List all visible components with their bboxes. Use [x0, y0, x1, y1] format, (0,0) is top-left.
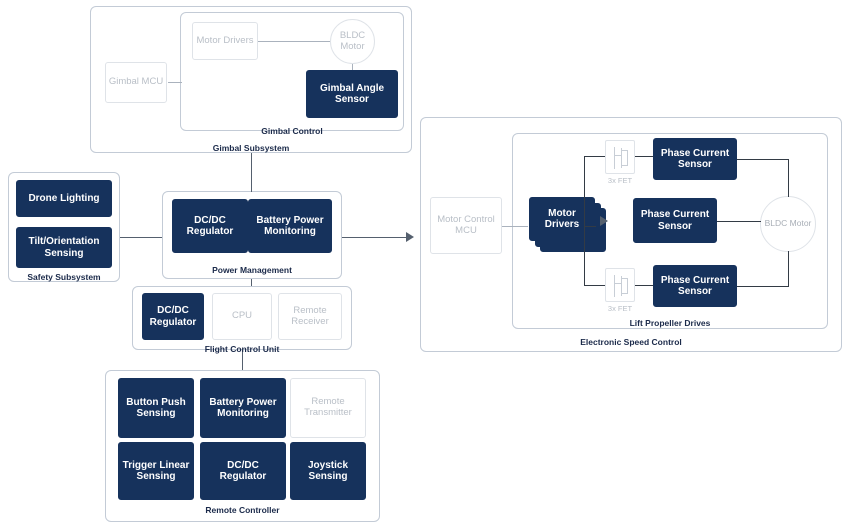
- gimbal-mcu-block: Gimbal MCU: [105, 62, 167, 103]
- motor-control-mcu-block: Motor Control MCU: [430, 197, 502, 254]
- remote-trigger-linear-sensing-block: Trigger Linear Sensing: [118, 442, 194, 500]
- remote-transmitter-label-2: Transmitter: [304, 407, 352, 418]
- fcu-remote-receiver-label-2: Receiver: [291, 315, 329, 327]
- connector-phase1-motor-h: [737, 159, 788, 160]
- connector-fettop-phase1: [635, 156, 653, 157]
- motor-drivers-label-2: Drivers: [544, 219, 580, 230]
- fet-top-box: [605, 140, 635, 174]
- connector-safety-power: [120, 237, 162, 238]
- phase-current-sensor-1-block: Phase Current Sensor: [653, 138, 737, 180]
- remote-battery-monitoring-block: Battery Power Monitoring: [200, 378, 286, 438]
- remote-dcdc-regulator-block: DC/DC Regulator: [200, 442, 286, 500]
- connector-motordrivers-bldc: [258, 41, 330, 42]
- fcu-remote-receiver-label-1: Remote: [293, 304, 327, 316]
- connector-bus-top-left: [584, 156, 605, 157]
- fet-bottom-box: [605, 268, 635, 302]
- group-safety-subsystem-label: Safety Subsystem: [27, 272, 101, 282]
- gimbal-bldc-motor-label-1: BLDC: [339, 29, 366, 41]
- connector-gimbalmcu-motordrivers: [168, 82, 182, 83]
- connector-bus-mid-left: [584, 226, 596, 227]
- power-dcdc-regulator-block: DC/DC Regulator: [172, 199, 248, 253]
- connector-power-fcu: [251, 279, 252, 286]
- power-battery-monitoring-block: Battery Power Monitoring: [248, 199, 332, 253]
- fcu-dcdc-regulator-block: DC/DC Regulator: [142, 293, 204, 340]
- motor-drivers-label-1: Motor: [548, 207, 576, 219]
- connector-fetbottom-phase3: [635, 285, 653, 286]
- gimbal-bldc-motor-label-2: Motor: [340, 40, 365, 52]
- connector-bus-bottom-left: [584, 285, 605, 286]
- connector-trunk-vertical: [251, 153, 252, 192]
- group-gimbal-subsystem-label: Gimbal Subsystem: [212, 143, 290, 153]
- tilt-orientation-sensing-block: Tilt/Orientation Sensing: [16, 227, 112, 268]
- group-lift-propeller-drives-label: Lift Propeller Drives: [629, 318, 711, 328]
- phase-current-sensor-2-block: Phase Current Sensor: [633, 198, 717, 243]
- gimbal-bldc-motor-block: [330, 19, 375, 64]
- phase-current-sensor-3-block: Phase Current Sensor: [653, 265, 737, 307]
- gimbal-motor-drivers-block: Motor Drivers: [192, 22, 258, 60]
- group-flight-control-unit-label: Flight Control Unit: [204, 344, 280, 354]
- remote-transmitter-block: [290, 378, 366, 438]
- group-electronic-speed-control-label: Electronic Speed Control: [580, 337, 682, 347]
- connector-motordrivers-phase2-arrow: [600, 216, 608, 226]
- esc-bldc-motor-block: BLDC Motor: [760, 196, 816, 252]
- connector-power-esc: [342, 237, 406, 238]
- connector-bus-left-vertical: [584, 156, 585, 286]
- connector-power-esc-arrow: [406, 232, 414, 242]
- remote-button-push-sensing-block: Button Push Sensing: [118, 378, 194, 438]
- fcu-cpu-block: CPU: [212, 293, 272, 340]
- drone-lighting-block: Drone Lighting: [16, 180, 112, 217]
- remote-transmitter-label-1: Remote: [311, 396, 345, 408]
- connector-phase3-motor-h: [737, 286, 788, 287]
- group-remote-controller-label: Remote Controller: [205, 505, 280, 515]
- motor-drivers-block: [529, 197, 595, 241]
- remote-joystick-sensing-block: Joystick Sensing: [290, 442, 366, 500]
- connector-phase1-motor-v: [788, 159, 789, 197]
- fet-bottom-label: 3x FET: [607, 304, 633, 313]
- fcu-remote-receiver-block: [278, 293, 342, 340]
- connector-phase3-motor-v: [788, 251, 789, 287]
- gimbal-angle-sensor-block: Gimbal Angle Sensor: [306, 70, 398, 118]
- group-power-management-label: Power Management: [212, 265, 292, 275]
- group-gimbal-control-label: Gimbal Control: [261, 126, 323, 136]
- connector-mcu-motordrivers: [502, 226, 528, 227]
- fet-top-label: 3x FET: [607, 176, 633, 185]
- connector-phase2-motor-h: [717, 221, 761, 222]
